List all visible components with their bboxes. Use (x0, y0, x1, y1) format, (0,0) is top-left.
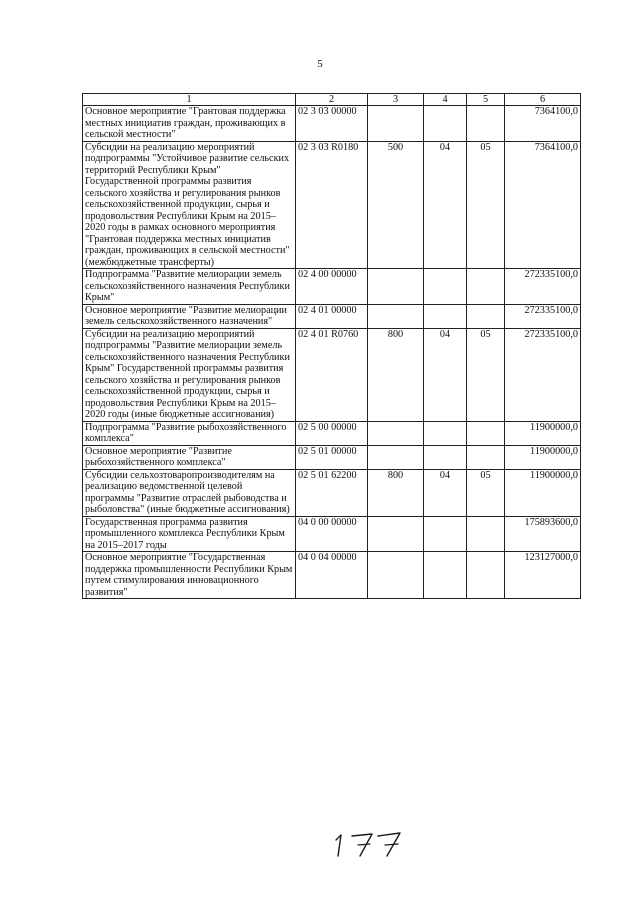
row-name: Основное мероприятие "Государственная поддержка промышленности Республики Крым путем стимулирования инновационного развития" (83, 552, 296, 599)
col-header-6: 6 (505, 94, 581, 106)
row-section (424, 552, 467, 599)
row-code: 02 3 03 00000 (296, 106, 368, 142)
col-header-4: 4 (424, 94, 467, 106)
row-sum: 123127000,0 (505, 552, 581, 599)
table-row (83, 552, 581, 599)
table-row (83, 445, 581, 469)
table-row (83, 106, 581, 142)
row-sum: 11900000,0 (505, 469, 581, 516)
row-subsection (467, 106, 505, 142)
handwritten-page-number (330, 826, 410, 862)
row-code: 04 0 04 00000 (296, 552, 368, 599)
row-name: Подпрограмма "Развитие мелиорации земель сельскохозяйственного назначения Республики Крым" (83, 269, 296, 305)
row-code: 02 5 01 00000 (296, 445, 368, 469)
row-code: 02 5 01 62200 (296, 469, 368, 516)
row-expense-type (368, 516, 424, 552)
row-name: Основное мероприятие "Развитие мелиорации земель сельскохозяйственного назначения" (83, 304, 296, 328)
row-expense-type (368, 269, 424, 305)
row-subsection: 05 (467, 328, 505, 421)
row-code: 02 4 01 R0760 (296, 328, 368, 421)
row-subsection (467, 269, 505, 305)
row-sum: 11900000,0 (505, 421, 581, 445)
row-name: Основное мероприятие "Развитие рыбохозяйственного комплекса" (83, 445, 296, 469)
row-section: 04 (424, 141, 467, 269)
row-name: Субсидии на реализацию мероприятий подпрограммы "Развитие мелиорации земель сельскохозяйственного назначения Республики Крым" Государственной программы развития сельского хозяйства и регулирования рынков сельскохозяйственной продукции, сырья и продовольствия Республики Крым на 2015–2020 годы (иные бюджетные ассигнования) (83, 328, 296, 421)
row-section: 04 (424, 469, 467, 516)
row-subsection (467, 304, 505, 328)
row-subsection (467, 445, 505, 469)
row-code: 04 0 00 00000 (296, 516, 368, 552)
table-row (83, 328, 581, 421)
row-expense-type: 800 (368, 469, 424, 516)
row-section (424, 516, 467, 552)
row-expense-type (368, 445, 424, 469)
row-section (424, 269, 467, 305)
row-name: Государственная программа развития промышленного комплекса Республики Крым на 2015–2017 годы (83, 516, 296, 552)
table-body (83, 106, 581, 599)
table-row (83, 141, 581, 269)
table-row (83, 269, 581, 305)
row-expense-type: 800 (368, 328, 424, 421)
row-name: Основное мероприятие "Грантовая поддержка местных инициатив граждан, проживающих в сельской местности" (83, 106, 296, 142)
col-header-5: 5 (467, 94, 505, 106)
col-header-2: 2 (296, 94, 368, 106)
row-expense-type (368, 106, 424, 142)
budget-table (82, 93, 581, 599)
row-section (424, 106, 467, 142)
row-sum: 7364100,0 (505, 141, 581, 269)
row-expense-type (368, 304, 424, 328)
row-section (424, 445, 467, 469)
table-row (83, 516, 581, 552)
col-header-1: 1 (83, 94, 296, 106)
row-subsection: 05 (467, 469, 505, 516)
col-header-3: 3 (368, 94, 424, 106)
row-code: 02 5 00 00000 (296, 421, 368, 445)
row-sum: 272335100,0 (505, 328, 581, 421)
table-row (83, 421, 581, 445)
row-subsection (467, 516, 505, 552)
row-expense-type: 500 (368, 141, 424, 269)
table-row (83, 304, 581, 328)
row-name: Субсидии на реализацию мероприятий подпрограммы "Устойчивое развитие сельских территорий Республики Крым" Государственной программы развития сельского хозяйства и регулирования рынков сельскохозяйственной продукции, сырья и продовольствия Республики Крым на 2015–2020 годы в рамках основного мероприятия "Грантовая поддержка местных инициатив граждан, проживающих в сельской местности" (межбюджетные трансферты) (83, 141, 296, 269)
row-name: Субсидии сельхозтоваропроизводителям на реализацию ведомственной целевой программы "Развитие отраслей рыбоводства и рыболовства" (иные бюджетные ассигнования) (83, 469, 296, 516)
row-expense-type (368, 552, 424, 599)
row-code: 02 4 01 00000 (296, 304, 368, 328)
row-name: Подпрограмма "Развитие рыбохозяйственного комплекса" (83, 421, 296, 445)
row-sum: 7364100,0 (505, 106, 581, 142)
row-section: 04 (424, 328, 467, 421)
row-code: 02 4 00 00000 (296, 269, 368, 305)
row-subsection: 05 (467, 141, 505, 269)
row-section (424, 421, 467, 445)
row-code: 02 3 03 R0180 (296, 141, 368, 269)
row-sum: 272335100,0 (505, 269, 581, 305)
page-number: 5 (317, 58, 323, 70)
row-expense-type (368, 421, 424, 445)
row-sum: 272335100,0 (505, 304, 581, 328)
row-sum: 175893600,0 (505, 516, 581, 552)
row-section (424, 304, 467, 328)
row-subsection (467, 421, 505, 445)
table-row (83, 469, 581, 516)
table-header-row (83, 94, 581, 106)
row-sum: 11900000,0 (505, 445, 581, 469)
row-subsection (467, 552, 505, 599)
